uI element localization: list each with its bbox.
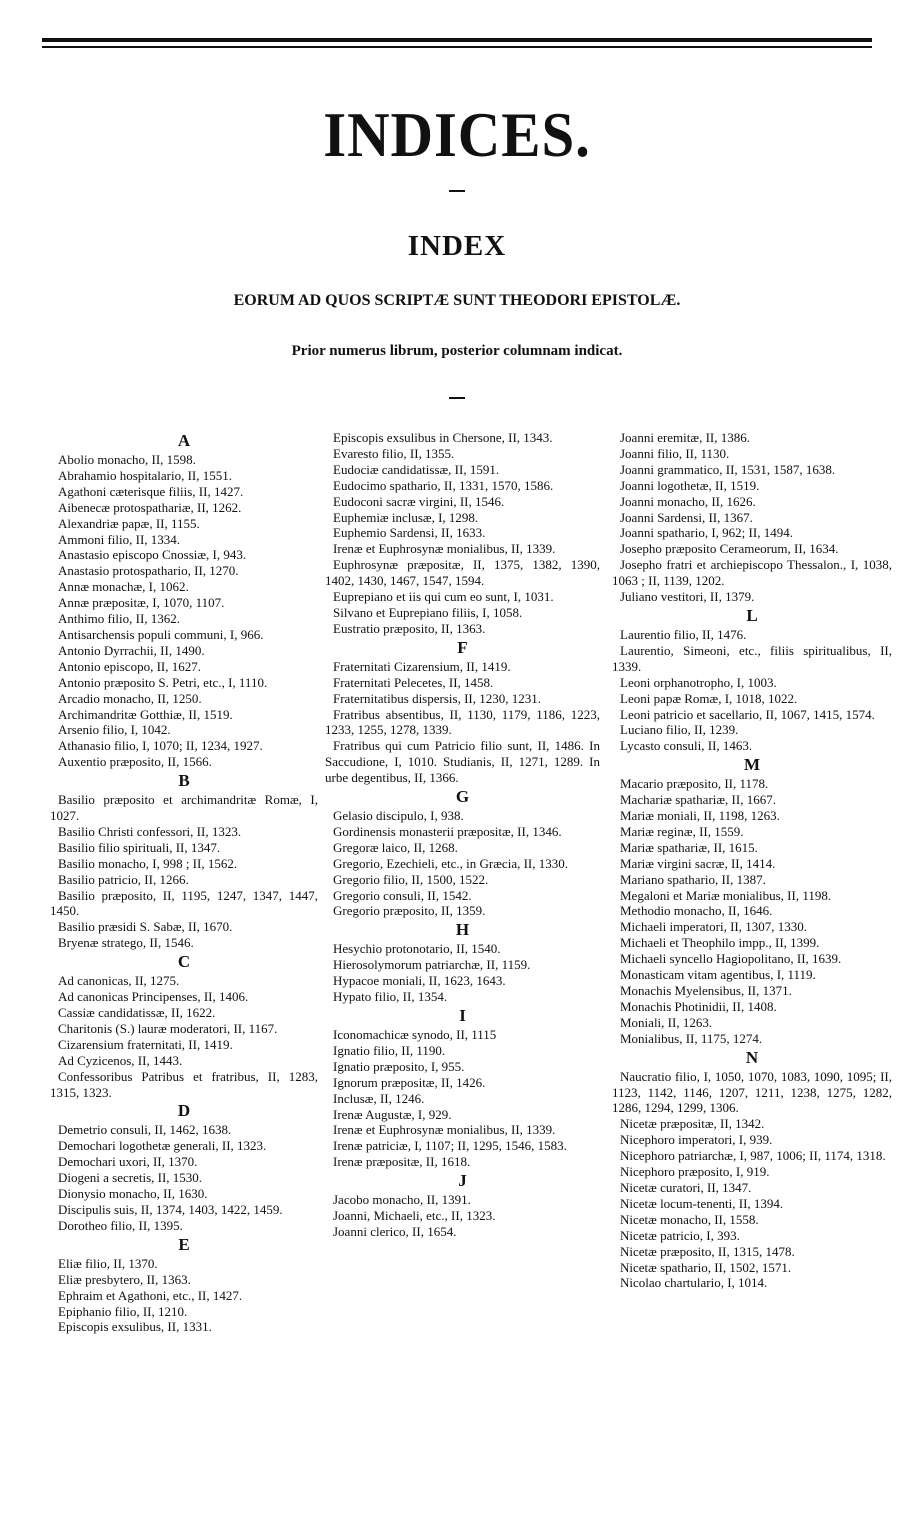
index-entry: Fraternitati Cizarensium, II, 1419. — [333, 658, 511, 674]
index-entry: Leoni papæ Romæ, I, 1018, 1022. — [620, 690, 798, 706]
index-entry: Luciano filio, II, 1239. — [620, 722, 739, 738]
index-entry: Confessoribus Patribus et fratribus, II, 1283, 1315, 1323. — [50, 1068, 318, 1100]
index-entry: Mariæ moniali, II, 1198, 1263. — [620, 808, 780, 824]
index-entry: Fratribus absentibus, II, 1130, 1179, 1186, 1223, 1233, 1255, 1278, 1339. — [325, 706, 600, 738]
index-entry: Eustratio præposito, II, 1363. — [333, 620, 486, 636]
index-entry: Michaeli et Theophilo impp., II, 1399. — [620, 935, 820, 951]
index-entry: Leoni patricio et sacellario, II, 1067, 1415, 1574. — [620, 706, 875, 722]
section-letter: I — [459, 1006, 466, 1025]
index-entry: Episcopis exsulibus, II, 1331. — [58, 1319, 212, 1335]
index-entry: Aibenecæ protospathariæ, II, 1262. — [58, 499, 242, 515]
index-title: INDEX — [407, 230, 507, 262]
index-entry: Euphemiæ inclusæ, I, 1298. — [333, 509, 479, 525]
index-entry: Ignatio præposito, I, 955. — [333, 1058, 465, 1074]
index-entry: Gregorio filio, II, 1500, 1522. — [333, 871, 489, 887]
index-entry: Monialibus, II, 1175, 1274. — [620, 1030, 763, 1046]
section-letter: H — [455, 920, 470, 940]
index-entry: Monachis Photinidii, II, 1408. — [620, 998, 777, 1014]
index-entry: Gregorio, Ezechieli, etc., in Græcia, II, 1330. — [333, 855, 568, 871]
index-entry: Nicephoro imperatori, I, 939. — [620, 1132, 773, 1148]
index-entry: Joanni logothetæ, II, 1519. — [620, 477, 760, 493]
index-entry: Joanni, Michaeli, etc., II, 1323. — [333, 1208, 496, 1224]
index-entry: Hierosolymorum patriarchæ, II, 1159. — [333, 957, 531, 973]
index-entry: Cizarensium fraternitati, II, 1419. — [58, 1036, 233, 1052]
index-entry: Mariano spathario, II, 1387. — [620, 871, 766, 887]
index-entry: Nicetæ monacho, II, 1558. — [620, 1211, 759, 1227]
index-entry: Arsenio filio, I, 1042. — [58, 722, 171, 738]
index-entry: Basilio præposito, II, 1195, 1247, 1347, 1447, 1450. — [50, 887, 318, 919]
index-entry: Irenæ Augustæ, I, 929. — [333, 1106, 452, 1122]
index-column-1 — [50, 430, 318, 1335]
index-entry: Mariæ virgini sacræ, II, 1414. — [620, 855, 776, 871]
index-entry: Joanni clerico, II, 1654. — [333, 1223, 457, 1239]
index-entry: Basilio filio spirituali, II, 1347. — [58, 839, 221, 855]
index-entry: Machariæ spathariæ, II, 1667. — [620, 792, 776, 808]
index-entry: Irenæ præpositæ, II, 1618. — [333, 1154, 471, 1170]
index-entry: Nicetæ præposito, II, 1315, 1478. — [620, 1243, 795, 1259]
index-column-3 — [612, 430, 892, 1291]
index-entry: Dionysio monacho, II, 1630. — [58, 1186, 208, 1202]
index-entry: Naucratio filio, I, 1050, 1070, 1083, 1090, 1095; II, 1123, 1142, 1146, 1207, 1211, 1238, 1275, 1282, 1286, 1294, 1299, 1306. — [612, 1068, 892, 1116]
index-entry: Hesychio protonotario, II, 1540. — [333, 941, 501, 957]
index-entry: Nicetæ spathario, II, 1502, 1571. — [620, 1259, 792, 1275]
index-entry: Macario præposito, II, 1178. — [620, 776, 769, 792]
index-entry: Basilio monacho, I, 998 ; II, 1562. — [58, 855, 238, 871]
index-entry: Demetrio consuli, II, 1462, 1638. — [58, 1122, 232, 1138]
index-entry: Nicolao chartulario, I, 1014. — [620, 1275, 768, 1291]
index-entry: Silvano et Euprepiano filiis, I, 1058. — [333, 604, 523, 620]
index-entry: Eudocimo spathario, II, 1331, 1570, 1586. — [333, 477, 554, 493]
index-entry: Ignatio filio, II, 1190. — [333, 1042, 446, 1058]
separator-dash — [449, 190, 465, 192]
index-entry: Gregorio præposito, II, 1359. — [333, 903, 486, 919]
section-letter: C — [177, 952, 191, 972]
index-entry: Diogeni a secretis, II, 1530. — [58, 1170, 203, 1186]
index-entry: Demochari logothetæ generali, II, 1323. — [58, 1138, 267, 1154]
index-subtitle: EORUM AD QUOS SCRIPTÆ SUNT THEODORI EPISTOLÆ. — [233, 292, 681, 309]
index-entry: Dorotheo filio, II, 1395. — [58, 1217, 183, 1233]
index-entry: Charitonis (S.) lauræ moderatori, II, 1167. — [58, 1020, 278, 1036]
index-entry: Euphemio Sardensi, II, 1633. — [333, 525, 486, 541]
index-entry: Laurentio filio, II, 1476. — [620, 626, 747, 642]
index-entry: Monasticam vitam agentibus, I, 1119. — [620, 967, 816, 983]
section-letter: E — [178, 1234, 190, 1254]
index-entry: Leoni orphanotropho, I, 1003. — [620, 674, 777, 690]
index-entry: Inclusæ, II, 1246. — [333, 1090, 425, 1106]
index-entry: Joanni eremitæ, II, 1386. — [620, 430, 750, 445]
section-letter: D — [177, 1101, 191, 1121]
index-entry: Archimandritæ Gotthiæ, II, 1519. — [58, 706, 233, 722]
index-entry: Lycasto consuli, II, 1463. — [620, 738, 753, 754]
index-entry: Irenæ et Euphrosynæ monialibus, II, 1339. — [333, 1122, 556, 1138]
index-entry: Jacobo monacho, II, 1391. — [333, 1192, 471, 1208]
index-note: Prior numerus librum, posterior columnam indicat. — [291, 343, 623, 359]
index-entry: Eudociæ candidatissæ, II, 1591. — [333, 461, 500, 477]
index-entry: Joanni Sardensi, II, 1367. — [620, 509, 753, 525]
index-entry: Fraternitati Pelecetes, II, 1458. — [333, 674, 494, 690]
index-entry: Basilio patricio, II, 1266. — [58, 871, 189, 887]
index-entry: Fratribus qui cum Patricio filio sunt, II, 1486. In Saccudione, I, 1010. Studianis, II, 1271, 1289. In urbe degentibus, II, 1366. — [325, 738, 600, 786]
index-entry: Demochari uxori, II, 1370. — [58, 1154, 198, 1170]
index-entry: Antonio episcopo, II, 1627. — [58, 658, 201, 674]
index-entry: Antisarchensis populi communi, I, 966. — [58, 626, 264, 642]
index-entry: Nicetæ patricio, I, 393. — [620, 1227, 740, 1243]
index-entry: Anastasio protospathario, II, 1270. — [58, 563, 239, 579]
index-entry: Evaresto filio, II, 1355. — [333, 445, 455, 461]
index-entry: Megaloni et Mariæ monialibus, II, 1198. — [620, 887, 832, 903]
index-entry: Agathoni cæterisque filiis, II, 1427. — [58, 483, 244, 499]
index-entry: Discipulis suis, II, 1374, 1403, 1422, 1459. — [58, 1201, 283, 1217]
index-entry: Fraternitatibus dispersis, II, 1230, 1231. — [333, 690, 541, 706]
index-entry: Nicetæ locum-tenenti, II, 1394. — [620, 1195, 784, 1211]
index-entry: Iconomachicæ synodo, II, 1115 — [333, 1027, 497, 1042]
index-entry: Eudoconi sacræ virgini, II, 1546. — [333, 493, 505, 509]
index-entry: Monachis Myelensibus, II, 1371. — [620, 983, 792, 998]
index-entry: Abolio monacho, II, 1598. — [58, 452, 196, 467]
main-title: INDICES. — [323, 99, 591, 170]
index-entry: Basilio Christi confessori, II, 1323. — [58, 823, 242, 839]
index-entry: Annæ præpositæ, I, 1070, 1107. — [58, 595, 225, 611]
index-entry: Auxentio præposito, II, 1566. — [58, 754, 212, 770]
index-entry: Anastasio episcopo Cnossiæ, I, 943. — [58, 547, 247, 563]
index-entry: Athanasio filio, I, 1070; II, 1234, 1927. — [58, 738, 263, 754]
index-entry: Basilio præsidi S. Sabæ, II, 1670. — [58, 919, 233, 935]
section-letter: L — [746, 605, 758, 625]
index-entry: Moniali, II, 1263. — [620, 1014, 713, 1030]
top-rule-thick — [42, 38, 872, 42]
index-entry: Eliæ filio, II, 1370. — [58, 1255, 158, 1271]
index-entry: Ad canonicas, II, 1275. — [58, 973, 180, 989]
index-entry: Josepho fratri et archiepiscopo Thessalon., I, 1038, 1063 ; II, 1139, 1202. — [612, 557, 892, 589]
index-entry: Michaeli imperatori, II, 1307, 1330. — [620, 919, 808, 935]
index-entry: Mariæ reginæ, II, 1559. — [620, 823, 744, 839]
index-entry: Gordinensis monasterii præpositæ, II, 1346. — [333, 823, 562, 839]
index-entry: Ephraim et Agathoni, etc., II, 1427. — [58, 1287, 243, 1303]
section-letter: N — [745, 1047, 759, 1067]
index-entry: Ad Cyzicenos, II, 1443. — [58, 1052, 183, 1068]
index-entry: Ignorum præpositæ, II, 1426. — [333, 1074, 486, 1090]
index-column-2 — [325, 430, 600, 1240]
index-entry: Joanni monacho, II, 1626. — [620, 493, 756, 509]
index-entry: Eliæ presbytero, II, 1363. — [58, 1271, 191, 1287]
index-entry: Mariæ spathariæ, II, 1615. — [620, 839, 758, 855]
index-entry: Euphrosynæ præpositæ, II, 1375, 1382, 1390, 1402, 1430, 1467, 1547, 1594. — [325, 557, 600, 589]
index-entry: Laurentio, Simeoni, etc., filiis spiritualibus, II, 1339. — [612, 642, 892, 674]
index-entry: Gregorio consuli, II, 1542. — [333, 887, 472, 903]
index-entry: Gelasio discipulo, I, 938. — [333, 808, 464, 824]
index-entry: Bryenæ stratego, II, 1546. — [58, 935, 194, 951]
index-entry: Nicetæ curatori, II, 1347. — [620, 1179, 752, 1195]
index-entry: Joanni grammatico, II, 1531, 1587, 1638. — [620, 461, 836, 477]
index-entry: Antonio præposito S. Petri, etc., I, 1110. — [58, 674, 268, 690]
index-entry: Alexandriæ papæ, II, 1155. — [58, 515, 200, 531]
index-entry: Joanni spathario, I, 962; II, 1494. — [620, 525, 793, 541]
index-entry: Joanni filio, II, 1130. — [620, 445, 730, 461]
index-entry: Nicephoro præposito, I, 919. — [620, 1164, 770, 1180]
index-entry: Hypacoe moniali, II, 1623, 1643. — [333, 973, 506, 989]
section-letter: J — [458, 1171, 467, 1191]
section-letter: B — [178, 771, 190, 791]
index-entry: Episcopis exsulibus in Chersone, II, 1343. — [333, 430, 553, 445]
section-letter: G — [455, 787, 470, 807]
index-entry: Epiphanio filio, II, 1210. — [58, 1303, 188, 1319]
separator-dash — [449, 397, 465, 399]
index-entry: Basilio præposito et archimandritæ Romæ, I, 1027. — [50, 792, 318, 824]
index-entry: Euprepiano et iis qui cum eo sunt, I, 1031. — [333, 589, 554, 605]
index-entry: Juliano vestitori, II, 1379. — [620, 589, 755, 605]
top-rule-thin — [42, 46, 872, 48]
index-entry: Nicephoro patriarchæ, I, 987, 1006; II, 1174, 1318. — [620, 1148, 886, 1164]
index-entry: Gregoræ laico, II, 1268. — [333, 839, 458, 855]
index-entry: Arcadio monacho, II, 1250. — [58, 690, 202, 706]
index-entry: Annæ monachæ, I, 1062. — [58, 579, 189, 595]
index-entry: Antonio Dyrrachii, II, 1490. — [58, 642, 205, 658]
index-entry: Irenæ patriciæ, I, 1107; II, 1295, 1546, 1583. — [333, 1138, 567, 1154]
index-entry: Ammoni filio, II, 1334. — [58, 531, 181, 547]
index-entry: Hypato filio, II, 1354. — [333, 989, 448, 1005]
index-entry: Ad canonicas Principenses, II, 1406. — [58, 989, 249, 1005]
index-entry: Cassiæ candidatissæ, II, 1622. — [58, 1005, 216, 1020]
index-entry: Abrahamio hospitalario, II, 1551. — [58, 467, 233, 483]
section-letter: F — [457, 637, 468, 657]
index-entry: Methodio monacho, II, 1646. — [620, 903, 773, 919]
index-entry: Josepho præposito Cerameorum, II, 1634. — [620, 541, 839, 557]
index-entry: Michaeli syncello Hagiopolitano, II, 1639. — [620, 951, 842, 967]
section-letter: M — [743, 755, 761, 775]
index-entry: Anthimo filio, II, 1362. — [58, 611, 181, 627]
index-entry: Nicetæ præpositæ, II, 1342. — [620, 1116, 765, 1132]
section-letter: A — [177, 431, 191, 450]
index-entry: Irenæ et Euphrosynæ monialibus, II, 1339. — [333, 541, 556, 557]
